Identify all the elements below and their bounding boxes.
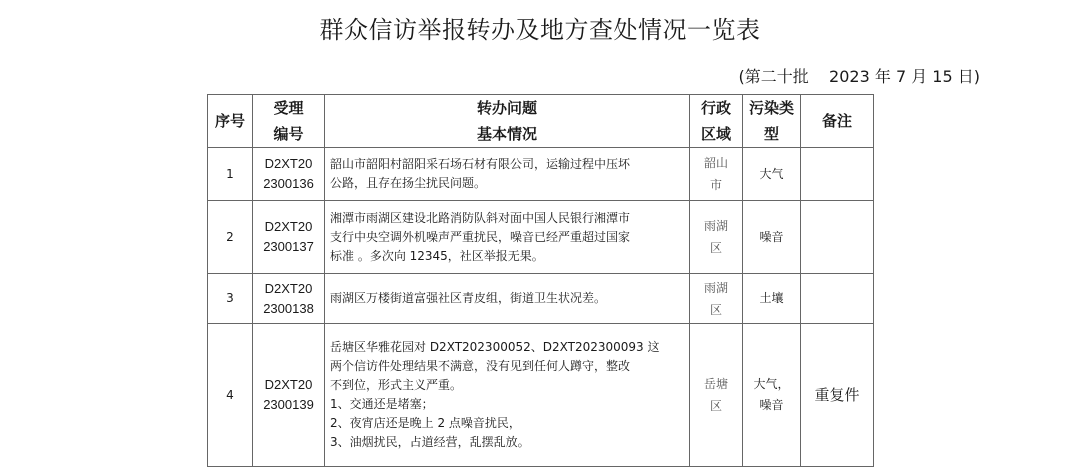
batch-date: (第二十批 2023 年 7 月 15 日): [738, 67, 980, 86]
document-title: 群众信访举报转办及地方查处情况一览表: [319, 16, 761, 44]
desc-line: 标准 。多次向 12345，社区举报无果。: [330, 248, 544, 263]
cell-note: 重复件: [801, 324, 874, 467]
code-line1: D2XT20: [264, 219, 313, 234]
desc-line: 韶山市韶阳村韶阳采石场石材有限公司，运输过程中压坏: [330, 157, 631, 171]
code-line2: 2300139: [263, 397, 314, 412]
region-line: 市: [709, 178, 722, 192]
cell-seq: 4: [208, 324, 253, 467]
cell-description: [325, 148, 690, 201]
desc-line: 支行中央空调外机噪声严重扰民，噪音已经严重超过国家: [330, 229, 631, 244]
desc-line: 公路，且存在扬尘扰民问题。: [330, 176, 487, 190]
cell-note: [801, 274, 874, 324]
header-pollution-line2: 型: [763, 125, 779, 143]
cell-code: [253, 201, 325, 274]
table-header-row: [208, 95, 874, 148]
cell-code: [253, 324, 325, 467]
header-code-line1: 受理: [273, 99, 304, 117]
desc-line: 湘潭市雨湖区建设北路消防队斜对面中国人民银行湘潭市: [330, 210, 631, 225]
cell-region: [690, 274, 743, 324]
cell-note: [801, 201, 874, 274]
desc-line: 2、夜宵店还是晚上 2 点噪音扰民，: [330, 416, 521, 430]
pollution-line: 大气: [759, 166, 784, 181]
cell-pollution: [743, 148, 801, 201]
cell-description: [325, 274, 690, 324]
petition-table: [207, 94, 874, 467]
desc-line: 3、油烟扰民，占道经营，乱摆乱放。: [330, 435, 530, 449]
cell-region: [690, 148, 743, 201]
cell-description: [325, 201, 690, 274]
cell-pollution: [743, 201, 801, 274]
header-pollution: [743, 95, 801, 148]
code-line1: D2XT20: [264, 156, 313, 171]
cell-region: [690, 324, 743, 467]
desc-line: 1、交通还是堵塞；: [330, 397, 434, 411]
code-line2: 2300138: [263, 300, 314, 316]
region-line: 雨湖: [703, 280, 728, 295]
code-line2: 2300136: [263, 176, 314, 191]
pollution-line: 噪音: [759, 398, 784, 412]
header-issue: [325, 95, 690, 148]
header-seq: 序号: [208, 95, 253, 148]
code-line1: D2XT20: [264, 377, 313, 392]
pollution-line: 大气，: [753, 377, 790, 391]
cell-seq: 3: [208, 274, 253, 324]
cell-seq: 1: [208, 148, 253, 201]
cell-pollution: [743, 324, 801, 467]
header-code-line2: 编号: [273, 125, 304, 143]
region-line: 区: [709, 302, 722, 317]
code-line2: 2300137: [263, 239, 314, 254]
cell-pollution: [743, 274, 801, 324]
header-pollution-line1: 污染类: [748, 99, 794, 117]
desc-line: 岳塘区华雅花园对 D2XT202300052、D2XT202300093 这: [330, 340, 660, 354]
region-line: 雨湖: [703, 219, 728, 233]
region-line: 区: [709, 241, 722, 255]
header-issue-line1: 转办问题: [476, 99, 537, 117]
header-note: 备注: [801, 95, 874, 148]
header-region-line2: 区域: [700, 125, 731, 143]
code-line1: D2XT20: [264, 280, 313, 296]
cell-description: [325, 324, 690, 467]
cell-note: [801, 148, 874, 201]
header-region: [690, 95, 743, 148]
cell-region: [690, 201, 743, 274]
desc-line: 两个信访件处理结果不满意，没有见到任何人蹲守，整改: [330, 359, 631, 373]
region-line: 岳塘: [703, 377, 728, 391]
region-line: 韶山: [703, 156, 728, 170]
cell-seq: 2: [208, 201, 253, 274]
cell-code: [253, 148, 325, 201]
desc-line: 不到位，形式主义严重。: [330, 378, 463, 392]
table-row: [208, 324, 874, 467]
table-row: [208, 201, 874, 274]
region-line: 区: [709, 399, 722, 413]
pollution-line: 噪音: [759, 229, 784, 244]
cell-code: [253, 274, 325, 324]
pollution-line: 土壤: [759, 291, 784, 305]
header-issue-line2: 基本情况: [476, 125, 537, 143]
desc-line: 雨湖区万楼街道富强社区青皮组，街道卫生状况差。: [330, 291, 607, 305]
table-row: [208, 148, 874, 201]
table-row: [208, 274, 874, 324]
header-code: [253, 95, 325, 148]
header-region-line1: 行政: [700, 99, 731, 117]
